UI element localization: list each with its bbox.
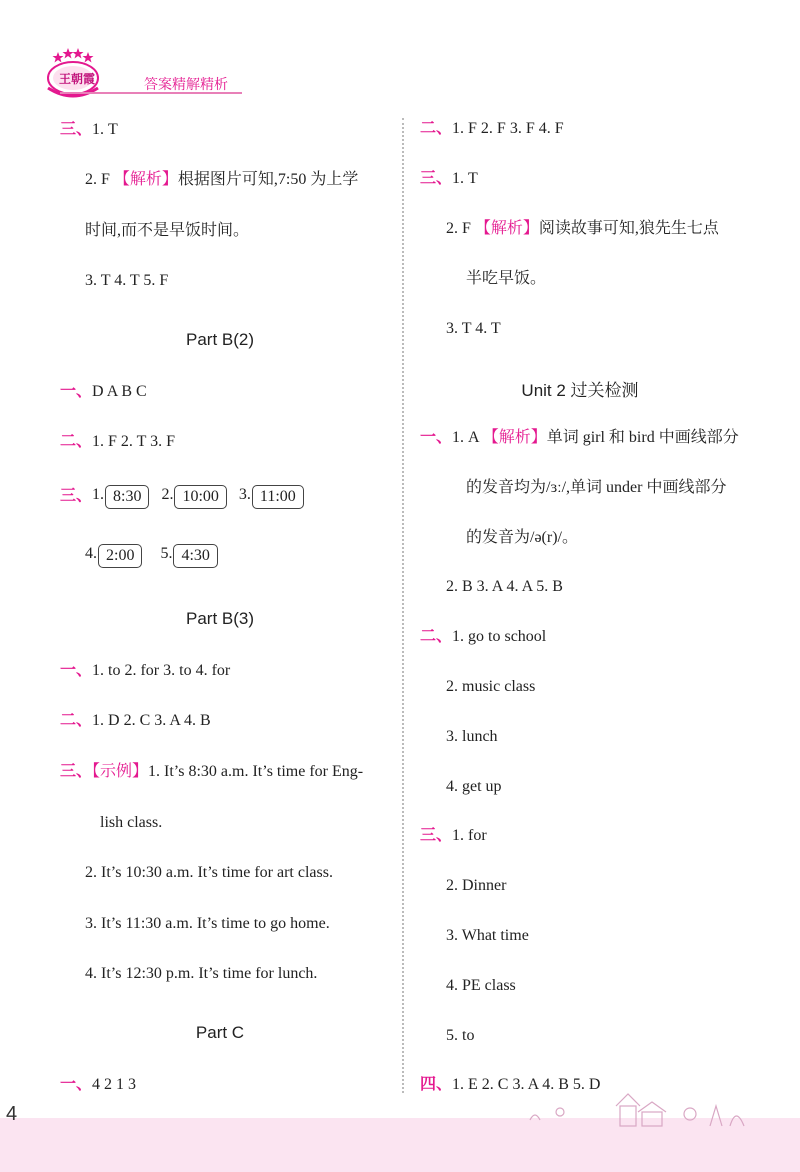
left-line-2: 2. F 【解析】根据图片可知,7:50 为上学: [85, 171, 359, 188]
left-line-13: 2. It’s 10:30 a.m. It’s time for art class.: [85, 864, 333, 881]
right-line-13: 4. get up: [446, 778, 502, 795]
time-box: 10:00: [174, 485, 226, 509]
right-line-14: 三、1. for: [420, 827, 487, 844]
left-line-8-times: 4. 2:00 5. 4:30: [85, 544, 222, 568]
section-heading-unit2: Unit 2 过关检测: [521, 381, 639, 400]
right-line-19: 四、1. E 2. C 3. A 4. B 5. D: [420, 1076, 601, 1093]
right-line-15: 2. Dinner: [446, 877, 507, 894]
section-heading-part-b3: Part B(3): [185, 609, 255, 628]
left-line-12: lish class.: [100, 814, 163, 831]
left-line-9: 一、1. to 2. for 3. to 4. for: [60, 662, 231, 679]
right-line-16: 3. What time: [446, 927, 529, 944]
example-tag: 【示例】: [92, 763, 149, 780]
left-line-4: 3. T 4. T 5. F: [85, 272, 169, 289]
logo-text: 王朝霞: [59, 72, 96, 86]
left-line-3: 时间,而不是早饭时间。: [85, 222, 250, 239]
left-line-10: 二、1. D 2. C 3. A 4. B: [60, 712, 211, 729]
left-line-7-times: 三、1. 8:30 2. 10:00 3. 11:00: [60, 485, 308, 509]
left-line-15: 4. It’s 12:30 p.m. It’s time for lunch.: [85, 965, 318, 982]
time-box: 2:00: [98, 544, 142, 568]
right-line-9: 2. B 3. A 4. A 5. B: [446, 578, 563, 595]
page-number: 4: [6, 1103, 18, 1125]
analysis-tag: 【解析】: [482, 429, 547, 446]
analysis-tag: 【解析】: [113, 171, 178, 188]
right-line-4: 半吃早饭。: [466, 270, 547, 287]
right-line-1: 二、1. F 2. F 3. F 4. F: [420, 120, 564, 137]
time-box: 8:30: [105, 485, 149, 509]
right-line-18: 5. to: [446, 1027, 475, 1044]
left-line-6: 二、1. F 2. T 3. F: [60, 433, 176, 450]
time-box: 4:30: [173, 544, 217, 568]
time-box: 11:00: [252, 485, 304, 509]
right-line-10: 二、1. go to school: [420, 628, 547, 645]
left-line-11: 三、【示例】1. It’s 8:30 a.m. It’s time for Eng-: [60, 763, 364, 780]
footer-illustration-icon: [520, 1090, 760, 1130]
right-line-17: 4. PE class: [446, 977, 516, 994]
left-line-16: 一、4 2 1 3: [60, 1076, 137, 1093]
analysis-tag: 【解析】: [474, 220, 539, 237]
right-line-12: 3. lunch: [446, 728, 498, 745]
left-line-1: 三、1. T: [60, 121, 118, 138]
right-line-8: 的发音为/ə(r)/。: [466, 529, 578, 546]
right-line-5: 3. T 4. T: [446, 320, 501, 337]
right-line-7: 的发音均为/ɜː/,单词 under 中画线部分: [466, 479, 727, 496]
right-line-6: 一、1. A 【解析】单词 girl 和 bird 中画线部分: [420, 429, 739, 446]
left-line-5: 一、D A B C: [60, 383, 147, 400]
left-line-14: 3. It’s 11:30 a.m. It’s time to go home.: [85, 915, 330, 932]
column-divider: [402, 118, 404, 1093]
right-line-3: 2. F 【解析】阅读故事可知,狼先生七点: [446, 220, 719, 237]
right-line-2: 三、1. T: [420, 170, 478, 187]
section-heading-part-c: Part C: [195, 1023, 245, 1042]
section-heading-part-b2: Part B(2): [185, 330, 255, 349]
right-line-11: 2. music class: [446, 678, 536, 695]
header-title: 答案精解精析: [144, 76, 228, 92]
